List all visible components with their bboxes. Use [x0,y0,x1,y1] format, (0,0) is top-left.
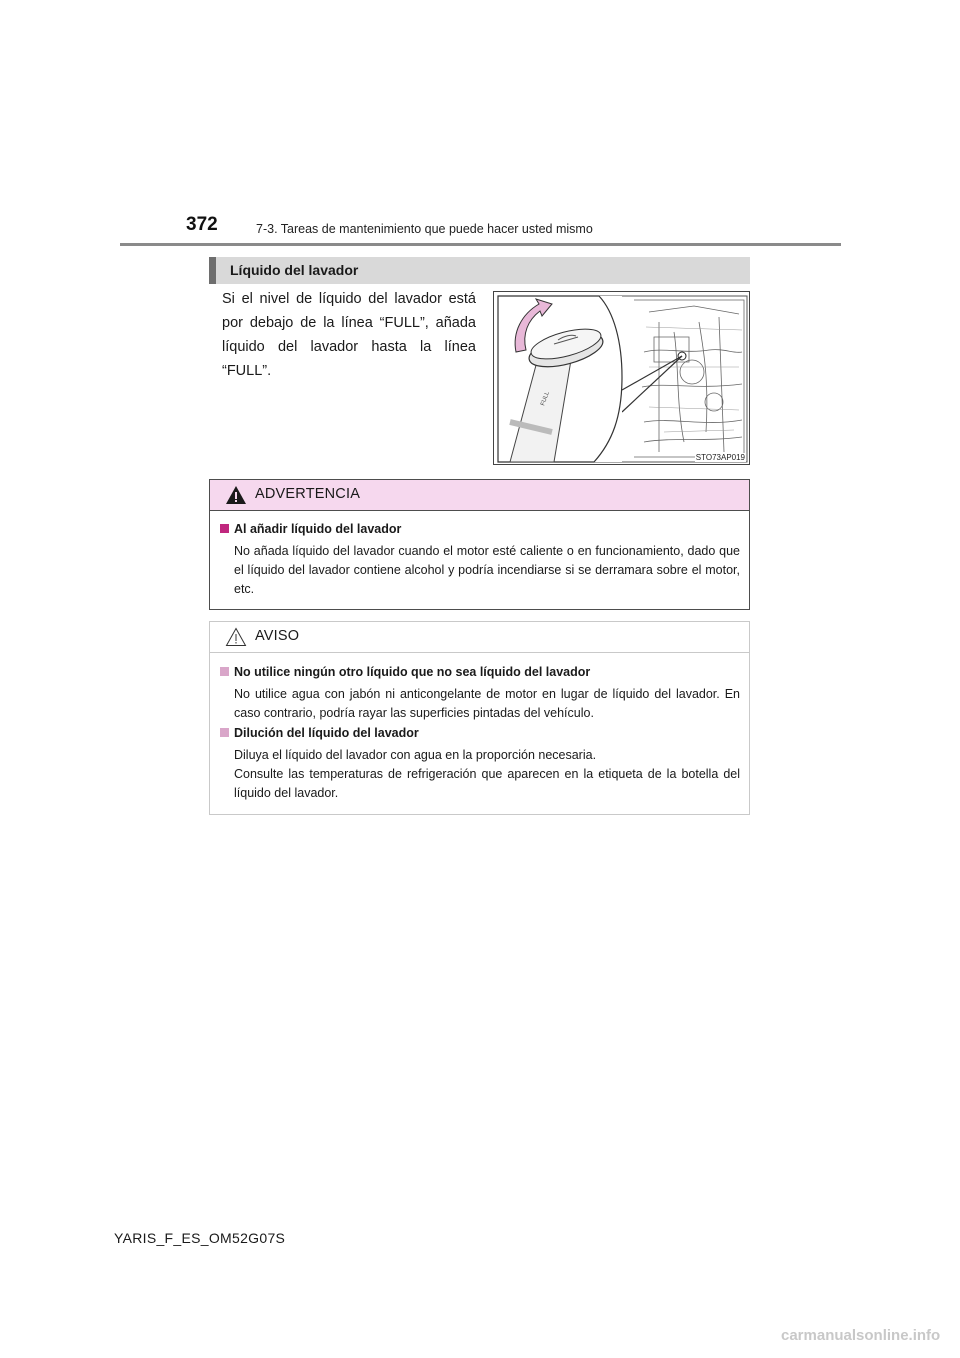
notice-item-title-text: No utilice ningún otro líquido que no sea líquido del lavador [234,665,591,679]
warning-item-body: No añada líquido del lavador cuando el motor esté caliente o en funcionamiento, dado que el líquido del lavador contiene alcohol y podría incendiarse si se derramara sobre el motor, etc. [234,544,740,596]
caution-triangle-icon [225,627,247,647]
notice-header [210,622,749,653]
section-header: 7-3. Tareas de mantenimiento que puede hacer usted mismo [256,222,593,236]
warning-triangle-icon [225,485,247,505]
bullet-square-icon [220,667,229,676]
warning-item-title-text: Al añadir líquido del lavador [234,522,402,536]
warning-header [210,480,749,511]
notice-item-title-text: Dilución del líquido del lavador [234,726,419,740]
subsection-bar [209,257,750,284]
subsection-title: Líquido del lavador [230,262,359,278]
warning-label: ADVERTENCIA [255,486,361,502]
intro-paragraph: Si el nivel de líquido del lavador está por debajo de la línea “FULL”, añada líquido del lavador hasta la línea “FULL”. [222,291,476,379]
notice-item-title [220,726,419,740]
washer-fluid-illustration [493,291,750,465]
notice-body-line: Consulte las temperaturas de refrigeración que aparecen en la etiqueta de la botella del líquido del lavador. [234,767,740,800]
notice-box [209,621,750,815]
notice-item-body: No utilice agua con jabón ni anticongelante de motor en lugar de líquido del lavador. En caso contrario, podría rayar las superficies pintadas del vehículo. [234,687,740,720]
notice-item-body [234,746,740,803]
header-divider [120,243,841,246]
warning-box [209,479,750,610]
bullet-square-icon [220,728,229,737]
warning-item-title [220,522,401,536]
bullet-square-icon [220,524,229,533]
illustration-drawing [494,292,750,465]
notice-body-line: Diluya el líquido del lavador con agua en la proporción necesaria. [234,748,597,762]
figure-code: STO73AP019 [695,453,745,462]
notice-label: AVISO [255,628,300,644]
watermark: carmanualsonline.info [781,1327,941,1344]
page-number: 372 [186,214,218,235]
notice-item-title [220,665,590,679]
model-code: YARIS_F_ES_OM52G07S [114,1230,286,1246]
full-level-mark: FULL [540,390,551,407]
